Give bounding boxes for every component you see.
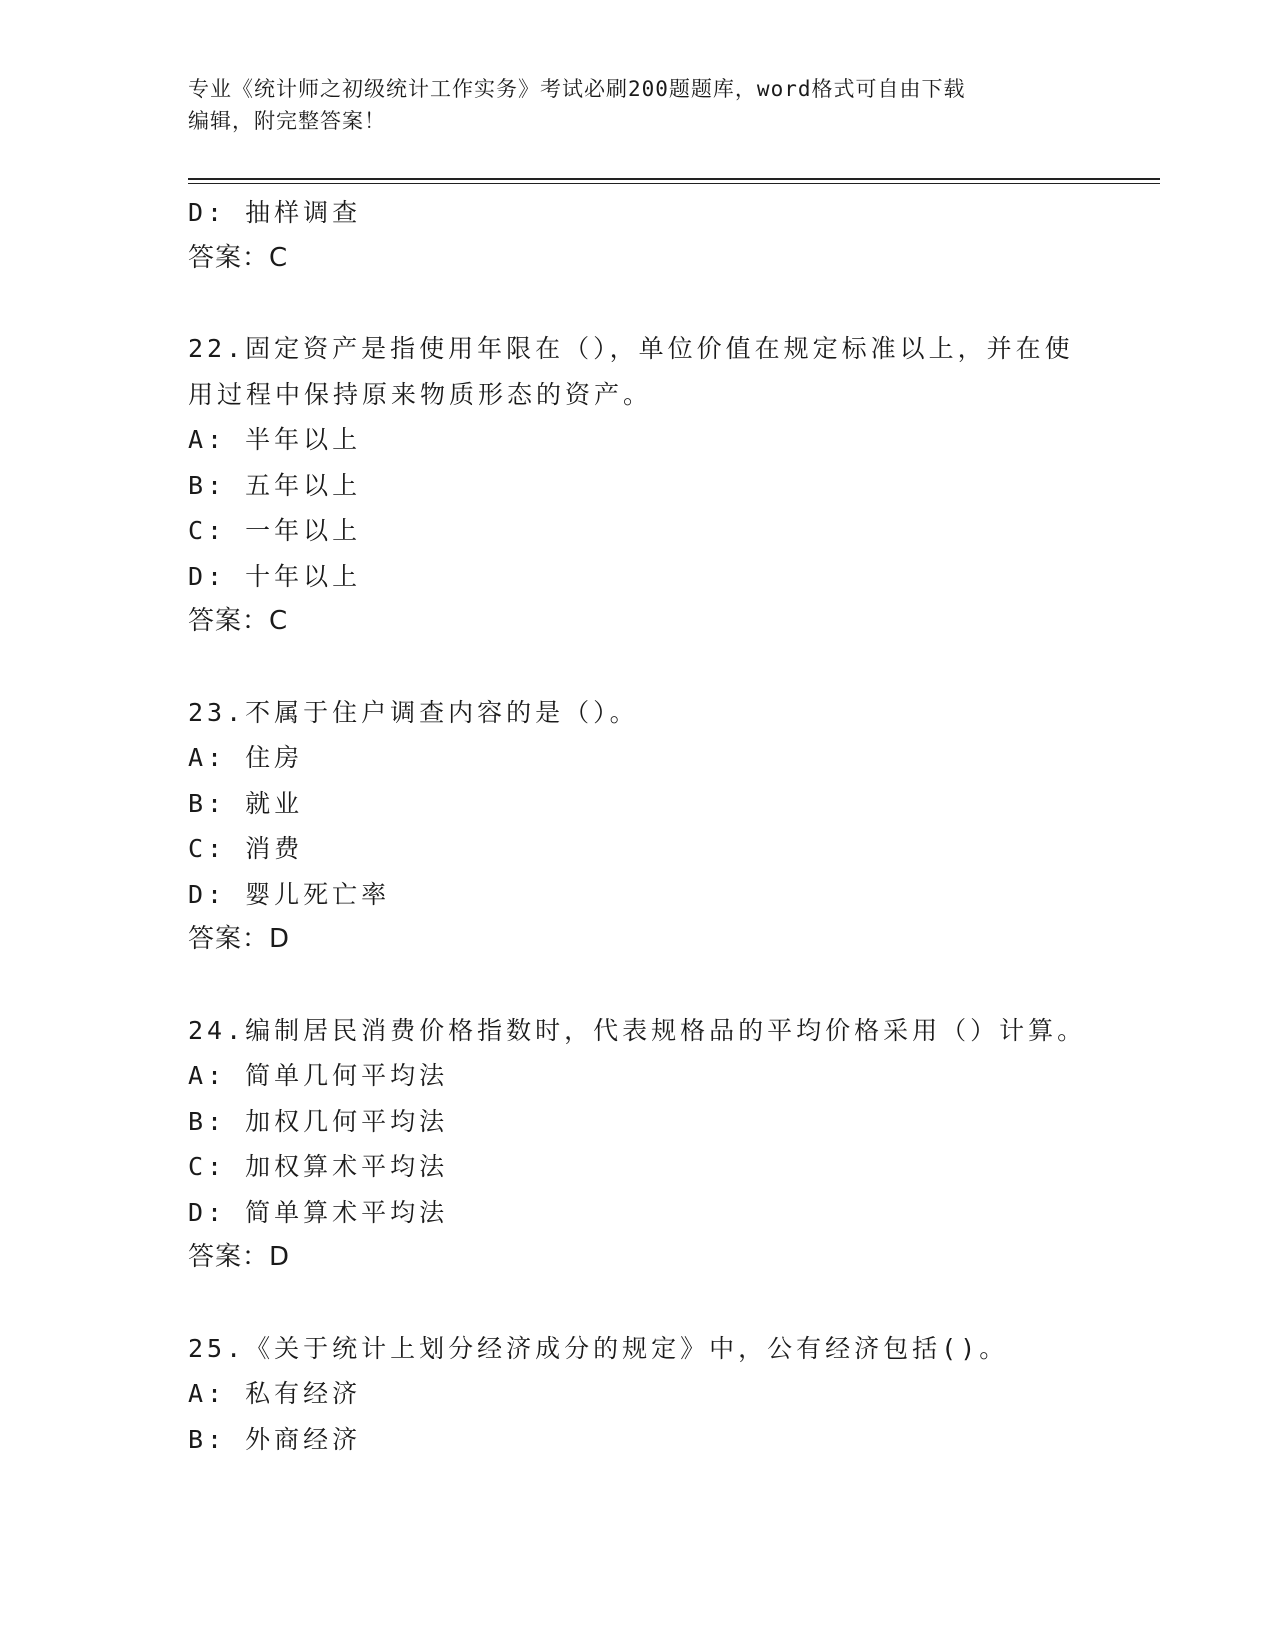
header-line-2: 编辑，附完整答案！: [188, 109, 386, 133]
answer-line: 答案：D: [188, 1242, 291, 1272]
option-d: D: 婴儿死亡率: [188, 879, 391, 909]
option-a: A: 私有经济: [188, 1379, 362, 1408]
option-c: C: 一年以上: [188, 516, 362, 545]
header-divider: [188, 178, 1160, 184]
question-stem: 23.不属于住户调查内容的是（）。: [188, 697, 639, 727]
answer-line: 答案：C: [188, 242, 289, 273]
spacer: [188, 645, 1088, 690]
option-b: B: 就业: [188, 788, 304, 818]
option-a: A: 住房: [188, 743, 304, 772]
option-b: B: 加权几何平均法: [188, 1106, 449, 1136]
header-line-1: 专业《统计师之初级统计工作实务》考试必刷200题题库，word格式可自由下载: [188, 77, 966, 101]
answer-line: 答案：C: [188, 606, 289, 636]
option-b: B: 五年以上: [188, 470, 362, 500]
option-d: D: 十年以上: [188, 561, 362, 591]
option-d: D: 抽样调查: [188, 198, 362, 227]
option-b: B: 外商经济: [188, 1424, 362, 1454]
question-stem: 25.《关于统计上划分经济成分的规定》中，公有经济包括()。: [188, 1333, 1009, 1363]
option-a: A: 简单几何平均法: [188, 1061, 449, 1090]
spacer: [188, 281, 1088, 326]
question-stem: 22.固定资产是指使用年限在（），单位价值在规定标准以上，并在使: [188, 334, 1074, 363]
spacer: [188, 1281, 1088, 1326]
question-23: [188, 690, 1088, 963]
option-a: A: 半年以上: [188, 425, 362, 454]
answer-line: 答案：D: [188, 924, 291, 954]
option-d: D: 简单算术平均法: [188, 1197, 449, 1227]
question-stem: 24.编制居民消费价格指数时，代表规格品的平均价格采用（）计算。: [188, 1015, 1087, 1045]
option-c: C: 消费: [188, 834, 304, 863]
question-list: [188, 190, 1088, 1462]
option-c: C: 加权算术平均法: [188, 1152, 449, 1181]
question-22: [188, 326, 1088, 645]
document-header: [188, 73, 1088, 137]
spacer: [188, 963, 1088, 1008]
question-24: [188, 1008, 1088, 1281]
question-stem-continued: 用过程中保持原来物质形态的资产。: [188, 379, 653, 409]
question-25: [188, 1326, 1088, 1463]
